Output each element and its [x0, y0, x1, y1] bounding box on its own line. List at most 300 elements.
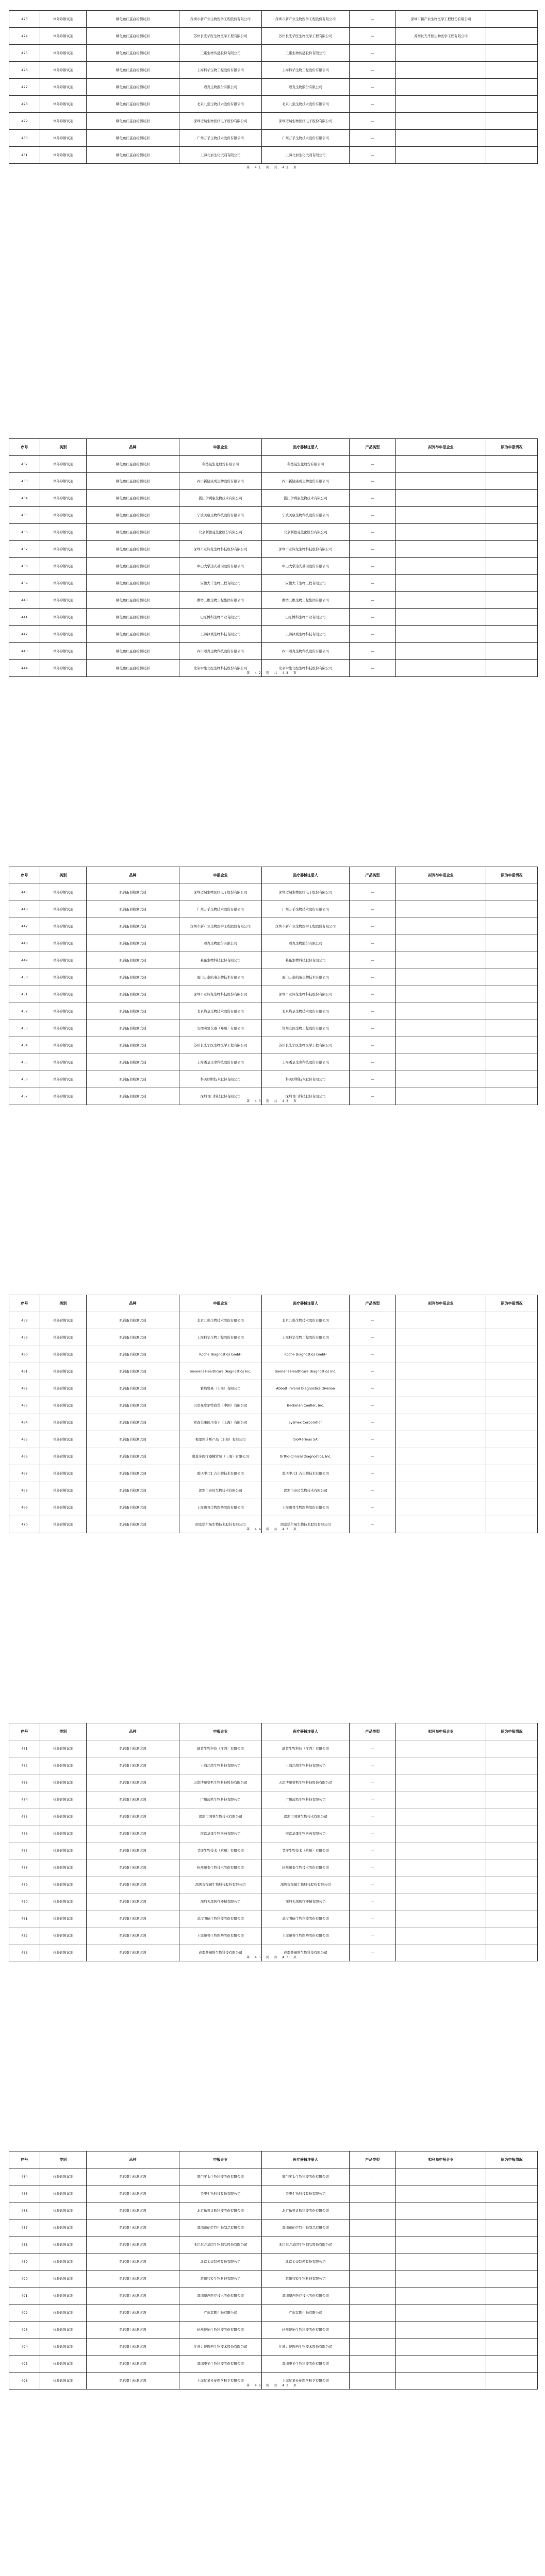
cell-type: —: [350, 130, 396, 147]
column-header: 类别: [40, 439, 87, 456]
table-row: [9, 1054, 538, 1071]
column-header: 产品类型: [350, 867, 396, 884]
cell-num: 485: [9, 2185, 40, 2202]
document-page: [0, 2141, 545, 2576]
cell-variety: 肌钙蛋白检测试剂: [87, 1740, 179, 1757]
cell-category: 体外诊断试剂: [40, 1397, 87, 1414]
column-header: 医疗器械注册人: [262, 1723, 350, 1740]
cell-type: —: [350, 2355, 396, 2372]
cell-applicant: 上海奥普生物医药股份有限公司: [179, 1927, 262, 1944]
cell-applicant: 浙江东方基因生物制品股份有限公司: [179, 2236, 262, 2253]
cell-num: 495: [9, 2355, 40, 2372]
cell-registrant: 杭州奥泰生物技术股份有限公司: [262, 1859, 350, 1876]
cell-applicant: 三诺生物传感股份有限公司: [179, 45, 262, 62]
cell-extra: [486, 1465, 538, 1482]
cell-category: 体外诊断试剂: [40, 1808, 87, 1825]
cell-applicant: 希森美康医用电子（上海）有限公司: [179, 1414, 262, 1431]
cell-applicant: 厦门万泰凯瑞生物技术有限公司: [179, 969, 262, 986]
cell-applicant: 南京诺尔曼生物技术股份有限公司: [179, 1516, 262, 1533]
cell-extra: [486, 1791, 538, 1808]
cell-registrant: 上海执诚生物科技有限公司: [262, 626, 350, 643]
cell-category: 体外诊断试剂: [40, 473, 87, 490]
cell-notes: [396, 643, 486, 660]
cell-variety: 肌钙蛋白检测试剂: [87, 1910, 179, 1927]
cell-num: 461: [9, 1363, 40, 1380]
cell-registrant: 北京利德曼生化股份有限公司: [262, 524, 350, 541]
cell-registrant: 浙江东方基因生物制品股份有限公司: [262, 2236, 350, 2253]
table-row: [9, 1071, 538, 1088]
cell-type: —: [350, 2253, 396, 2270]
cell-num: 491: [9, 2287, 40, 2304]
cell-notes: [396, 2287, 486, 2304]
cell-applicant: 厦门宝太生物科技股份有限公司: [179, 2168, 262, 2185]
table-row: [9, 1329, 538, 1346]
cell-num: 449: [9, 952, 40, 969]
cell-num: 442: [9, 626, 40, 643]
cell-category: 体外诊断试剂: [40, 2338, 87, 2355]
cell-applicant: 深圳迈瑞生物医疗电子股份有限公司: [179, 884, 262, 901]
cell-notes: [396, 1003, 486, 1020]
cell-category: 体外诊断试剂: [40, 2304, 87, 2321]
cell-extra: [486, 884, 538, 901]
table-header-row: [9, 867, 538, 884]
cell-num: 439: [9, 575, 40, 592]
table-row: [9, 986, 538, 1003]
cell-registrant: 宁波美康生物科技股份有限公司: [262, 507, 350, 524]
table-row: [9, 1893, 538, 1910]
cell-registrant: 上海科华生物工程股份有限公司: [262, 1329, 350, 1346]
column-header: 序号: [9, 867, 40, 884]
cell-notes: [396, 1312, 486, 1329]
cell-category: 体外诊断试剂: [40, 1876, 87, 1893]
cell-type: —: [350, 2304, 396, 2321]
cell-notes: [396, 1876, 486, 1893]
cell-extra: [486, 592, 538, 609]
cell-num: 433: [9, 473, 40, 490]
cell-type: —: [350, 2185, 396, 2202]
cell-num: 426: [9, 62, 40, 79]
cell-notes: [396, 1791, 486, 1808]
cell-applicant: 深圳普门科技股份有限公司: [179, 1088, 262, 1105]
cell-variety: 肌钙蛋白检测试剂: [87, 2236, 179, 2253]
cell-registrant: 杭州博拓生物科技股份有限公司: [262, 2321, 350, 2338]
cell-applicant: 北京利德曼生化股份有限公司: [179, 524, 262, 541]
cell-registrant: bioMérieux SA: [262, 1431, 350, 1448]
cell-variety: 糖化血红蛋白检测试剂: [87, 592, 179, 609]
cell-notes: [396, 1808, 486, 1825]
column-header: 品种: [87, 867, 179, 884]
cell-registrant: 深圳市锦瑞生物科技股份有限公司: [262, 1876, 350, 1893]
cell-extra: [486, 986, 538, 1003]
cell-notes: [396, 1037, 486, 1054]
cell-extra: [486, 62, 538, 79]
cell-type: —: [350, 524, 396, 541]
table-row: [9, 130, 538, 147]
cell-num: 475: [9, 1808, 40, 1825]
table-row: [9, 473, 538, 490]
cell-extra: [486, 952, 538, 969]
cell-variety: 肌钙蛋白检测试剂: [87, 1757, 179, 1774]
column-header: 医疗器械注册人: [262, 2151, 350, 2168]
document-page: [0, 1284, 545, 1722]
cell-notes: [396, 592, 486, 609]
column-header: 产品类型: [350, 2151, 396, 2168]
cell-notes: [396, 626, 486, 643]
page-number: 第 44 页 共 43 页: [246, 1528, 299, 1531]
column-header: 医疗器械注册人: [262, 1295, 350, 1312]
table-row: [9, 1346, 538, 1363]
cell-extra: [486, 490, 538, 507]
table-row: [9, 1499, 538, 1516]
cell-applicant: 深圳市帝迈生物技术有限公司: [179, 1482, 262, 1499]
cell-type: —: [350, 113, 396, 130]
cell-num: 455: [9, 1054, 40, 1071]
cell-category: 体外诊断试剂: [40, 901, 87, 918]
cell-variety: 糖化血红蛋白检测试剂: [87, 541, 179, 558]
cell-num: 479: [9, 1876, 40, 1893]
cell-num: 450: [9, 969, 40, 986]
cell-category: 体外诊断试剂: [40, 1893, 87, 1910]
column-header: 序号: [9, 2151, 40, 2168]
cell-registrant: 广州万孚生物技术股份有限公司: [262, 130, 350, 147]
table-row: [9, 1927, 538, 1944]
cell-notes: [396, 1054, 486, 1071]
cell-notes: [396, 558, 486, 575]
table-row: [9, 79, 538, 96]
cell-registrant: 浙江伊利康生物技术有限公司: [262, 490, 350, 507]
column-header: 序号: [9, 1295, 40, 1312]
cell-applicant: 奥森多医疗器械贸易（上海）有限公司: [179, 1448, 262, 1465]
cell-applicant: 贝克曼库尔特商贸（中国）有限公司: [179, 1397, 262, 1414]
cell-category: 体外诊断试剂: [40, 62, 87, 79]
cell-category: 体外诊断试剂: [40, 524, 87, 541]
cell-category: 体外诊断试剂: [40, 1740, 87, 1757]
cell-num: 476: [9, 1825, 40, 1842]
cell-num: 496: [9, 2372, 40, 2389]
cell-category: 体外诊断试剂: [40, 96, 87, 113]
cell-extra: [486, 2270, 538, 2287]
cell-notes: [396, 2219, 486, 2236]
cell-registrant: 山东博科生物产业有限公司: [262, 609, 350, 626]
table-row: [9, 952, 538, 969]
cell-notes: [396, 79, 486, 96]
cell-num: 438: [9, 558, 40, 575]
cell-category: 体外诊断试剂: [40, 918, 87, 935]
table-row: [9, 1312, 538, 1329]
cell-applicant: 成都普瑞斯生物科技有限公司: [179, 1944, 262, 1961]
cell-applicant: 深圳市亚辉龙生物科技股份有限公司: [179, 986, 262, 1003]
cell-category: 体外诊断试剂: [40, 1757, 87, 1774]
cell-extra: [486, 2185, 538, 2202]
cell-num: 431: [9, 147, 40, 164]
cell-notes: [396, 1859, 486, 1876]
cell-applicant: 北京乐普诊断科技股份有限公司: [179, 2202, 262, 2219]
cell-type: —: [350, 626, 396, 643]
cell-type: —: [350, 986, 396, 1003]
cell-applicant: 深圳市国赛生物技术有限公司: [179, 1808, 262, 1825]
cell-registrant: 厦门万泰凯瑞生物技术有限公司: [262, 969, 350, 986]
cell-num: 482: [9, 1927, 40, 1944]
page-number: 第 42 页 共 43 页: [246, 671, 299, 675]
cell-category: 体外诊断试剂: [40, 1020, 87, 1037]
cell-registrant: 郑州安图生物工程股份有限公司: [262, 1020, 350, 1037]
cell-registrant: 北京热景生物技术股份有限公司: [262, 1003, 350, 1020]
registration-table: [9, 10, 538, 164]
table-row: [9, 2355, 538, 2372]
cell-extra: [486, 1774, 538, 1791]
cell-num: 448: [9, 935, 40, 952]
cell-type: —: [350, 2168, 396, 2185]
cell-variety: 肌钙蛋白检测试剂: [87, 901, 179, 918]
cell-type: —: [350, 473, 396, 490]
table-row: [9, 2168, 538, 2185]
cell-extra: [486, 2253, 538, 2270]
table-row: [9, 1876, 538, 1893]
cell-category: 体外诊断试剂: [40, 1054, 87, 1071]
cell-category: 体外诊断试剂: [40, 884, 87, 901]
cell-registrant: 深圳迈瑞生物医疗电子股份有限公司: [262, 884, 350, 901]
cell-notes: [396, 575, 486, 592]
table-row: [9, 45, 538, 62]
cell-type: —: [350, 2338, 396, 2355]
cell-variety: 肌钙蛋白检测试剂: [87, 1020, 179, 1037]
cell-category: 体外诊断试剂: [40, 1910, 87, 1927]
cell-type: —: [350, 1363, 396, 1380]
cell-registrant: 深圳迈瑞生物医疗电子股份有限公司: [262, 113, 350, 130]
cell-extra: [486, 935, 538, 952]
cell-num: 483: [9, 1944, 40, 1961]
table-row: [9, 2236, 538, 2253]
cell-variety: 肌钙蛋白检测试剂: [87, 1054, 179, 1071]
cell-type: —: [350, 507, 396, 524]
cell-variety: 糖化血红蛋白检测试剂: [87, 113, 179, 130]
column-header: 序号: [9, 439, 40, 456]
cell-notes: [396, 524, 486, 541]
cell-registrant: 深圳普门科技股份有限公司: [262, 1088, 350, 1105]
cell-extra: [486, 45, 538, 62]
table-row: [9, 1037, 538, 1054]
cell-num: 470: [9, 1516, 40, 1533]
cell-registrant: Sysmex Corporation: [262, 1414, 350, 1431]
cell-applicant: 深圳市新产业生物医学工程股份有限公司: [179, 11, 262, 28]
cell-variety: 肌钙蛋白检测试剂: [87, 1380, 179, 1397]
cell-category: 体外诊断试剂: [40, 1003, 87, 1020]
cell-notes: [396, 1910, 486, 1927]
cell-type: —: [350, 884, 396, 901]
cell-registrant: 苏州长光华医生物医学工程有限公司: [262, 28, 350, 45]
cell-registrant: Roche Diagnostics GmbH: [262, 1346, 350, 1363]
column-header: 原为申报情况: [486, 2151, 538, 2168]
cell-type: —: [350, 62, 396, 79]
cell-category: 体外诊断试剂: [40, 2321, 87, 2338]
cell-registrant: 潍坊三维生物工程集团有限公司: [262, 592, 350, 609]
cell-registrant: 安徽大千生物工程有限公司: [262, 575, 350, 592]
cell-applicant: 苏州长光华医生物医学工程有限公司: [179, 28, 262, 45]
cell-extra: [486, 147, 538, 164]
cell-category: 体外诊断试剂: [40, 1791, 87, 1808]
cell-variety: 糖化血红蛋白检测试剂: [87, 28, 179, 45]
table-row: [9, 1020, 538, 1037]
cell-type: —: [350, 660, 396, 677]
cell-num: 425: [9, 45, 40, 62]
cell-applicant: 瑞莱生物科技（江西）有限公司: [179, 1740, 262, 1757]
cell-category: 体外诊断试剂: [40, 986, 87, 1003]
table-row: [9, 2321, 538, 2338]
cell-variety: 糖化血红蛋白检测试剂: [87, 558, 179, 575]
cell-category: 体外诊断试剂: [40, 507, 87, 524]
column-header: 类别: [40, 1295, 87, 1312]
cell-extra: [486, 473, 538, 490]
cell-type: —: [350, 1791, 396, 1808]
cell-num: 478: [9, 1859, 40, 1876]
cell-extra: [486, 2355, 538, 2372]
table-row: [9, 524, 538, 541]
cell-applicant: 武汉明德生物科技股份有限公司: [179, 1910, 262, 1927]
column-header: 品种: [87, 1295, 179, 1312]
cell-applicant: 深圳市锦瑞生物科技股份有限公司: [179, 1876, 262, 1893]
cell-notes: [396, 1774, 486, 1791]
table-row: [9, 901, 538, 918]
cell-registrant: 北京乐普诊断科技股份有限公司: [262, 2202, 350, 2219]
cell-notes: [396, 456, 486, 473]
table-row: [9, 1482, 538, 1499]
column-header: 产品类型: [350, 439, 396, 456]
cell-notes: [396, 1757, 486, 1774]
cell-notes: [396, 1431, 486, 1448]
column-header: 拟列举申报企业: [396, 439, 486, 456]
cell-num: 451: [9, 986, 40, 1003]
cell-num: 447: [9, 918, 40, 935]
column-header: 序号: [9, 1723, 40, 1740]
cell-notes: [396, 1893, 486, 1910]
cell-applicant: 上海科华生物工程股份有限公司: [179, 1329, 262, 1346]
cell-type: —: [350, 935, 396, 952]
cell-applicant: 深圳迈瑞生物医疗电子股份有限公司: [179, 113, 262, 130]
table-row: [9, 592, 538, 609]
cell-type: —: [350, 969, 396, 986]
cell-category: 体外诊断试剂: [40, 609, 87, 626]
cell-registrant: 美康生物科技股份有限公司: [262, 2185, 350, 2202]
cell-applicant: 上海科华生物工程股份有限公司: [179, 62, 262, 79]
cell-num: 452: [9, 1003, 40, 1020]
cell-variety: 肌钙蛋白检测试剂: [87, 1431, 179, 1448]
cell-type: —: [350, 2321, 396, 2338]
cell-extra: [486, 1910, 538, 1927]
cell-applicant: 上海透景生命科技股份有限公司: [179, 1054, 262, 1071]
cell-notes: [396, 1740, 486, 1757]
table-row: [9, 2270, 538, 2287]
cell-notes: [396, 2338, 486, 2355]
cell-applicant: 杭州博拓生物科技股份有限公司: [179, 2321, 262, 2338]
cell-type: —: [350, 147, 396, 164]
cell-extra: [486, 1020, 538, 1037]
column-header: 拟列举申报企业: [396, 867, 486, 884]
cell-notes: [396, 1842, 486, 1859]
cell-applicant: 四川新健康成生物股份有限公司: [179, 473, 262, 490]
cell-category: 体外诊断试剂: [40, 1071, 87, 1088]
cell-category: 体外诊断试剂: [40, 28, 87, 45]
table-row: [9, 918, 538, 935]
cell-notes: 深圳市新产业生物医学工程股份有限公司: [396, 11, 486, 28]
cell-num: 467: [9, 1465, 40, 1482]
cell-num: 440: [9, 592, 40, 609]
cell-registrant: 科美诊断技术股份有限公司: [262, 1071, 350, 1088]
table-row: [9, 1363, 538, 1380]
cell-variety: 肌钙蛋白检测试剂: [87, 2287, 179, 2304]
cell-applicant: 美康生物科技股份有限公司: [179, 2185, 262, 2202]
cell-num: 486: [9, 2202, 40, 2219]
cell-applicant: 广州蓝勃生物科技有限公司: [179, 1791, 262, 1808]
cell-extra: [486, 1414, 538, 1431]
cell-type: —: [350, 28, 396, 45]
cell-notes: [396, 918, 486, 935]
cell-notes: [396, 1414, 486, 1431]
cell-num: 458: [9, 1312, 40, 1329]
column-header: 原为申报情况: [486, 1723, 538, 1740]
cell-variety: 糖化血红蛋白检测试剂: [87, 79, 179, 96]
cell-num: 454: [9, 1037, 40, 1054]
cell-category: 体外诊断试剂: [40, 456, 87, 473]
cell-registrant: 深圳市帝迈生物技术有限公司: [262, 1482, 350, 1499]
cell-notes: 苏州长光华医生物医学工程有限公司: [396, 28, 486, 45]
cell-num: 484: [9, 2168, 40, 2185]
cell-extra: [486, 1312, 538, 1329]
cell-category: 体外诊断试剂: [40, 1825, 87, 1842]
cell-applicant: 南京基蛋生物医药有限公司: [179, 1825, 262, 1842]
registration-table: [9, 867, 538, 1105]
column-header: 品种: [87, 1723, 179, 1740]
cell-registrant: 广州万孚生物技术股份有限公司: [262, 901, 350, 918]
cell-registrant: Ortho-Clinical Diagnostics, Inc.: [262, 1448, 350, 1465]
cell-registrant: 北京九强生物技术股份有限公司: [262, 1312, 350, 1329]
cell-notes: [396, 1499, 486, 1516]
cell-variety: 肌钙蛋白检测试剂: [87, 2270, 179, 2287]
table-row: [9, 1414, 538, 1431]
cell-notes: [396, 147, 486, 164]
column-header: 原为申报情况: [486, 867, 538, 884]
column-header: 品种: [87, 439, 179, 456]
cell-type: —: [350, 1859, 396, 1876]
cell-category: 体外诊断试剂: [40, 935, 87, 952]
cell-extra: [486, 626, 538, 643]
cell-notes: [396, 935, 486, 952]
cell-variety: 糖化血红蛋白检测试剂: [87, 609, 179, 626]
table-row: [9, 2338, 538, 2355]
cell-num: 466: [9, 1448, 40, 1465]
table-row: [9, 626, 538, 643]
cell-variety: 肌钙蛋白检测试剂: [87, 969, 179, 986]
cell-notes: [396, 1482, 486, 1499]
cell-extra: [486, 1003, 538, 1020]
column-header: 申报企业: [179, 439, 262, 456]
cell-registrant: 利德曼生化股份有限公司: [262, 456, 350, 473]
cell-category: 体外诊断试剂: [40, 2168, 87, 2185]
cell-num: 487: [9, 2219, 40, 2236]
cell-extra: [486, 456, 538, 473]
cell-variety: 肌钙蛋白检测试剂: [87, 1876, 179, 1893]
cell-applicant: 山东博科生物产业有限公司: [179, 609, 262, 626]
cell-variety: 肌钙蛋白检测试剂: [87, 935, 179, 952]
cell-variety: 肌钙蛋白检测试剂: [87, 1397, 179, 1414]
table-row: [9, 62, 538, 79]
cell-num: 445: [9, 884, 40, 901]
column-header: 类别: [40, 867, 87, 884]
cell-num: 462: [9, 1380, 40, 1397]
cell-extra: [486, 2338, 538, 2355]
cell-num: 473: [9, 1774, 40, 1791]
cell-applicant: 浙江伊利康生物技术有限公司: [179, 490, 262, 507]
cell-applicant: 苏州长光华医生物医学工程有限公司: [179, 1037, 262, 1054]
